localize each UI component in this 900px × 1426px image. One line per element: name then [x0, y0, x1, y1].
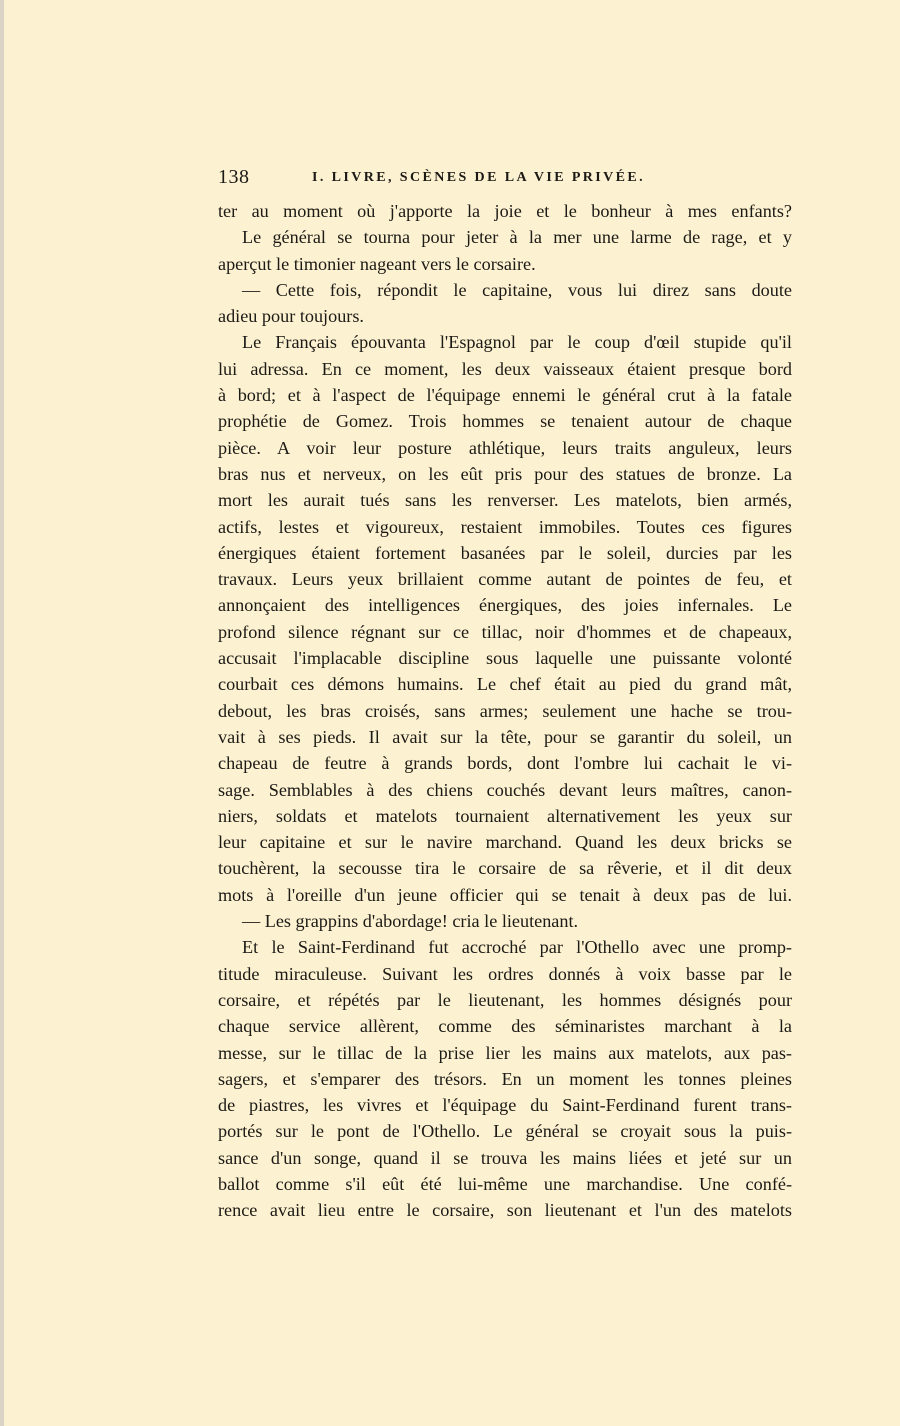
text-line: debout, les bras croisés, sans armes; seulement une hache se trou- [218, 700, 792, 721]
text-line: Et le Saint-Ferdinand fut accroché par l'Othello avec une promp- [242, 937, 792, 958]
text-line: chaque service allèrent, comme des séminaristes marchant à la [218, 1016, 792, 1037]
text-line: de piastres, les vivres et l'équipage du Saint-Ferdinand furent trans- [218, 1095, 792, 1116]
text-line: courbait ces démons humains. Le chef était au pied du grand mât, [218, 674, 792, 695]
text-line: vait à ses pieds. Il avait sur la tête, pour se garantir du soleil, un [218, 726, 792, 747]
text-line: annonçaient des intelligences énergiques, des joies infernales. Le [218, 595, 792, 616]
text-line: titude miraculeuse. Suivant les ordres donnés à voix basse par le [218, 963, 792, 984]
text-line: mort les aurait tués sans les renverser. Les matelots, bien armés, [218, 490, 792, 511]
text-line: profond silence régnant sur ce tillac, noir d'hommes et de chapeaux, [218, 621, 792, 642]
text-line: à bord; et à l'aspect de l'équipage ennemi le général crut à la fatale [218, 385, 792, 406]
text-line: énergiques étaient fortement basanées par le soleil, durcies par les [218, 542, 792, 563]
text-line: actifs, lestes et vigoureux, restaient immobiles. Toutes ces figures [218, 516, 792, 537]
text-line: ter au moment où j'apporte la joie et le bonheur à mes enfants? [218, 201, 792, 221]
body-text [218, 198, 792, 1224]
text-line: chapeau de feutre à grands bords, dont l'ombre lui cachait le vi- [218, 753, 792, 774]
page-number: 138 [218, 166, 250, 188]
scan-page-edge [0, 0, 4, 1426]
running-title: I. LIVRE, SCÈNES DE LA VIE PRIVÉE. [312, 170, 646, 185]
text-line: prophétie de Gomez. Trois hommes se tenaient autour de chaque [218, 411, 792, 432]
book-page [218, 160, 792, 1224]
text-line: leur capitaine et sur le navire marchand. Quand les deux bricks se [218, 832, 792, 853]
text-line: sance d'un songe, quand il se trouva les mains liées et jeté sur un [218, 1147, 792, 1168]
text-line: lui adressa. En ce moment, les deux vaisseaux étaient presque bord [218, 358, 792, 379]
text-line: sagers, et s'emparer des trésors. En un moment les tonnes pleines [218, 1068, 792, 1089]
text-line: aperçut le timonier nageant vers le corsaire. [218, 253, 536, 274]
text-line: sage. Semblables à des chiens couchés devant leurs maîtres, canon- [218, 779, 792, 800]
text-line: travaux. Leurs yeux brillaient comme autant de pointes de feu, et [218, 569, 792, 590]
text-line: messe, sur le tillac de la prise lier les mains aux matelots, aux pas- [218, 1042, 792, 1063]
running-head [218, 160, 792, 196]
text-line: touchèrent, la secousse tira le corsaire de sa rêverie, et il dit deux [218, 858, 792, 879]
text-line: pièce. A voir leur posture athlétique, leurs traits anguleux, leurs [218, 437, 792, 458]
text-line: — Les grappins d'abordage! cria le lieutenant. [242, 911, 579, 932]
text-line: — Cette fois, répondit le capitaine, vous lui direz sans doute [242, 279, 792, 300]
text-line: Le Français épouvanta l'Espagnol par le coup d'œil stupide qu'il [242, 332, 792, 353]
text-line: Le général se tourna pour jeter à la mer une larme de rage, et y [242, 227, 792, 248]
text-line: rence avait lieu entre le corsaire, son lieutenant et l'un des matelots [218, 1200, 792, 1221]
text-line: adieu pour toujours. [218, 306, 364, 327]
text-line: accusait l'implacable discipline sous laquelle une puissante volonté [218, 648, 792, 669]
text-line: bras nus et nerveux, on les eût pris pour des statues de bronze. La [218, 463, 792, 484]
text-line: mots à l'oreille d'un jeune officier qui se tenait à deux pas de lui. [218, 884, 792, 905]
text-line: ballot comme s'il eût été lui-même une marchandise. Une confé- [218, 1173, 792, 1194]
text-line: niers, soldats et matelots tournaient alternativement les yeux sur [218, 805, 792, 826]
text-line: corsaire, et répétés par le lieutenant, les hommes désignés pour [218, 989, 792, 1010]
text-line: portés sur le pont de l'Othello. Le général se croyait sous la puis- [218, 1121, 792, 1142]
